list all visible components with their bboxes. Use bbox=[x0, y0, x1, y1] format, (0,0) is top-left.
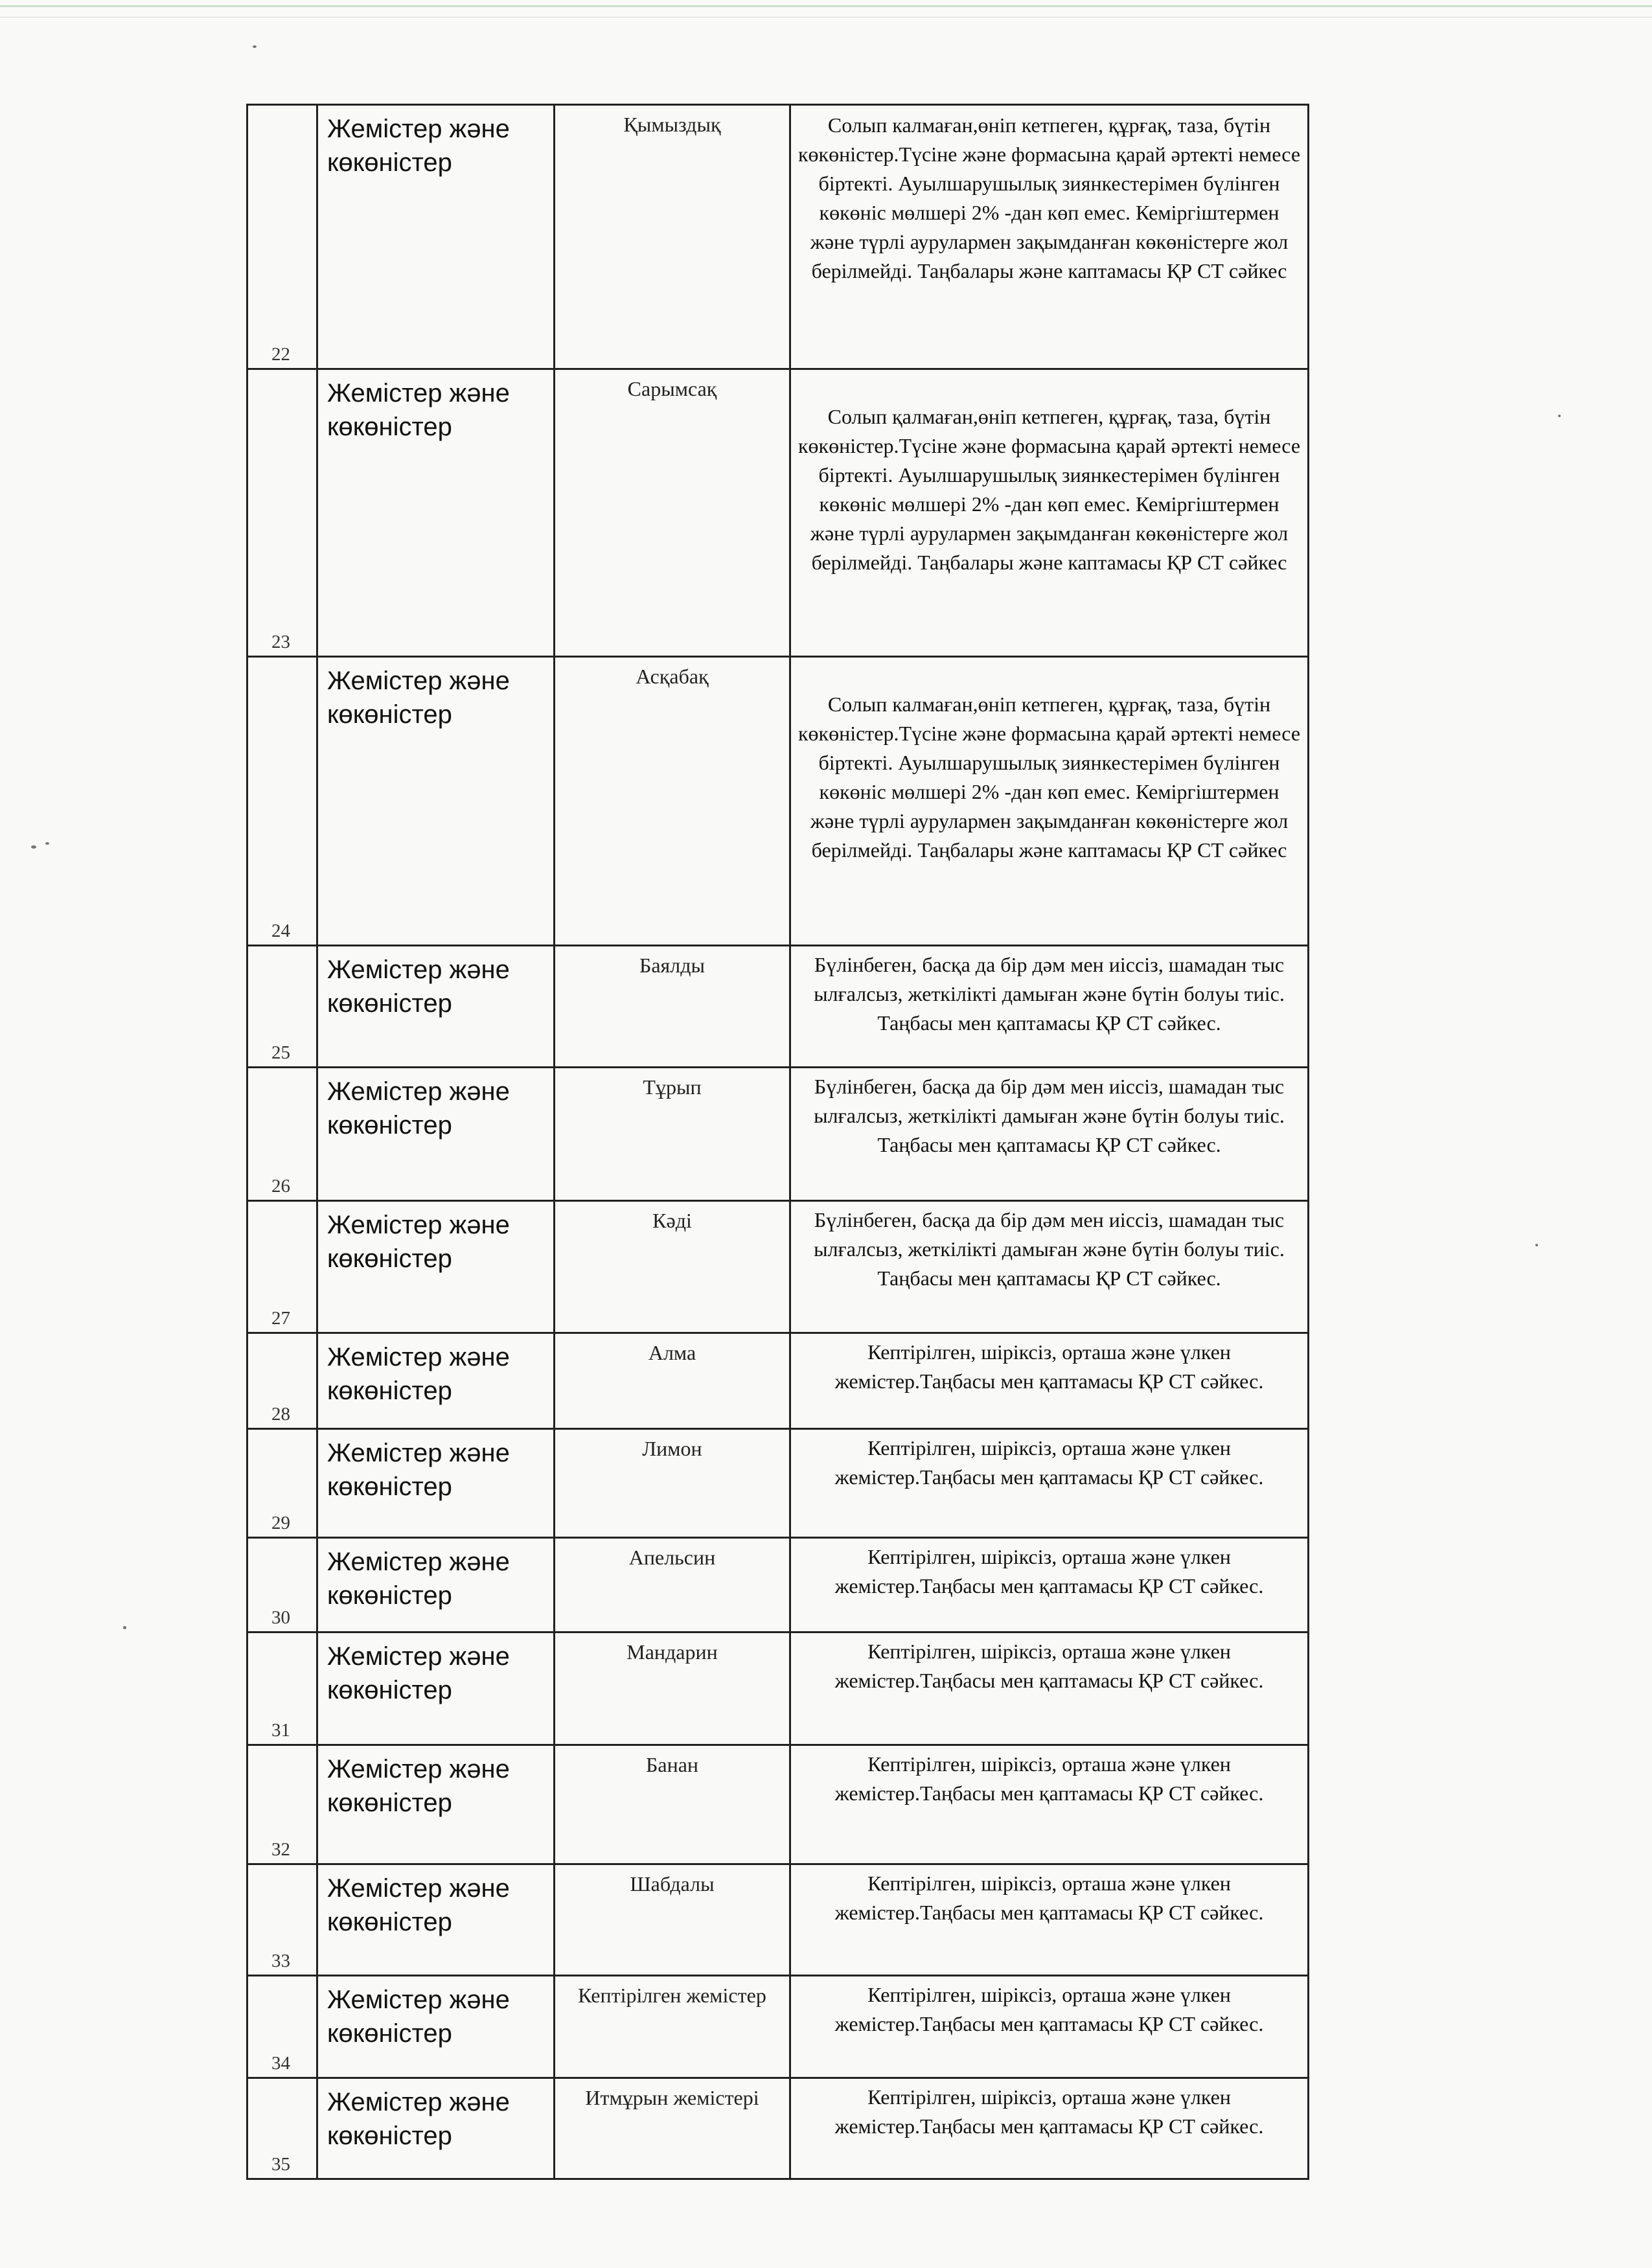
description-text: Солып қалмаған,өніп кетпеген, құрғақ, таза, бүтін көкөністер.Түсіне және формасына қарай әртекті немесе біртекті. Ауылшарушылық зиянкестерімен бүлінген көкөніс мөлшері 2% -дан көп емес. Кеміргіштермен және түрлі аурулармен зақымданған көкөністерге жол берілмейді. Таңбалары және каптамасы ҚР СТ сәйкес bbox=[797, 405, 1301, 574]
product-name: Қымыздық bbox=[623, 113, 721, 136]
description-cell bbox=[790, 1976, 1309, 2078]
table-row bbox=[247, 1538, 1309, 1632]
product-cell bbox=[555, 1632, 790, 1745]
category-cell bbox=[317, 105, 555, 369]
description-text: Бүлінбеген, басқа да бір дәм мен иіссіз, шамадан тыс ылғалсыз, жеткілікті дамыған және бүтін болуы тиіс. Таңбасы мен қаптамасы ҚР СТ сәйкес. bbox=[814, 953, 1285, 1035]
scan-speck bbox=[31, 845, 36, 849]
category-text: Жемістер және көкөністер bbox=[327, 667, 510, 729]
category-cell bbox=[317, 1864, 555, 1976]
category-text: Жемістер және көкөністер bbox=[327, 956, 510, 1018]
category-cell bbox=[317, 2078, 555, 2179]
product-name: Лимон bbox=[642, 1437, 702, 1460]
product-cell bbox=[555, 105, 790, 369]
product-cell bbox=[555, 1068, 790, 1201]
product-cell bbox=[555, 1538, 790, 1632]
scan-speck bbox=[253, 45, 257, 48]
description-text: Кептірілген, шіріксіз, орташа және үлкен жемістер.Таңбасы мен қаптамасы ҚР СТ сәйкес. bbox=[834, 1436, 1264, 1489]
product-cell bbox=[555, 1745, 790, 1864]
row-number: 26 bbox=[271, 1176, 290, 1197]
table-row bbox=[247, 1068, 1309, 1201]
row-number-cell bbox=[247, 946, 317, 1068]
table-row bbox=[247, 1745, 1309, 1864]
category-text: Жемістер және көкөністер bbox=[327, 1439, 510, 1501]
table-row bbox=[247, 1976, 1309, 2078]
table-row bbox=[247, 1429, 1309, 1538]
description-text: Солып калмаған,өніп кетпеген, құрғақ, таза, бүтін көкөністер.Түсіне және формасына қарай әртекті немесе біртекті. Ауылшарушылық зиянкестерімен бүлінген көкөніс мөлшері 2% -дан көп емес. Кеміргіштермен және түрлі аурулармен зақымданған көкөністерге жол берілмейді. Таңбалары және каптамасы ҚР СТ сәйкес bbox=[797, 693, 1301, 862]
description-cell bbox=[790, 2078, 1309, 2179]
table-row bbox=[247, 946, 1309, 1068]
product-name: Мандарин bbox=[626, 1640, 718, 1664]
description-text: Кептірілген, шіріксіз, орташа және үлкен жемістер.Таңбасы мен қаптамасы ҚР СТ сәйкес. bbox=[834, 2085, 1264, 2138]
row-number-cell bbox=[247, 657, 317, 946]
description-cell bbox=[790, 1538, 1309, 1632]
category-text: Жемістер және көкөністер bbox=[327, 115, 510, 177]
description-text: Солып калмаған,өніп кетпеген, құрғақ, таза, бүтін көкөністер.Түсіне және формасына қарай әртекті немесе біртекті. Ауылшарушылық зиянкестерімен бүлінген көкөніс мөлшері 2% -дан көп емес. Кеміргіштермен және түрлі аурулармен зақымданған көкөністерге жол берілмейді. Таңбалары және каптамасы ҚР СТ сәйкес bbox=[797, 113, 1301, 282]
description-cell bbox=[790, 1333, 1309, 1429]
product-cell bbox=[555, 946, 790, 1068]
row-number-cell bbox=[247, 2078, 317, 2179]
product-name: Сарымсақ bbox=[627, 377, 717, 400]
row-number-cell bbox=[247, 369, 317, 657]
category-text: Жемістер және көкөністер bbox=[327, 1211, 510, 1273]
category-cell bbox=[317, 1538, 555, 1632]
description-cell bbox=[790, 1864, 1309, 1976]
row-number-cell bbox=[247, 1429, 317, 1538]
category-cell bbox=[317, 1745, 555, 1864]
product-cell bbox=[555, 369, 790, 657]
description-cell bbox=[790, 105, 1309, 369]
category-cell bbox=[317, 369, 555, 657]
row-number-cell bbox=[247, 1333, 317, 1429]
category-cell bbox=[317, 1201, 555, 1333]
row-number-cell bbox=[247, 1068, 317, 1201]
table-row bbox=[247, 105, 1309, 369]
row-number: 29 bbox=[271, 1513, 290, 1533]
product-name: Апельсин bbox=[628, 1546, 716, 1569]
row-number: 33 bbox=[271, 1951, 290, 1971]
product-name: Баялды bbox=[639, 954, 706, 977]
category-text: Жемістер және көкөністер bbox=[327, 1874, 510, 1936]
product-name: Алма bbox=[648, 1341, 696, 1364]
description-cell bbox=[790, 657, 1309, 946]
product-name: Итмұрын жемістері bbox=[585, 2086, 759, 2109]
description-text: Кептірілген, шіріксіз, орташа және үлкен жемістер.Таңбасы мен қаптамасы ҚР СТ сәйкес. bbox=[834, 1872, 1264, 1924]
product-cell bbox=[555, 1976, 790, 2078]
row-number: 32 bbox=[271, 1839, 290, 1860]
description-text: Кептірілген, шіріксіз, орташа және үлкен жемістер.Таңбасы мен қаптамасы ҚР СТ сәйкес. bbox=[834, 1752, 1264, 1805]
product-cell bbox=[555, 2078, 790, 2179]
row-number: 23 bbox=[271, 632, 290, 652]
product-cell bbox=[555, 1333, 790, 1429]
product-name: Асқабақ bbox=[636, 665, 709, 688]
category-cell bbox=[317, 657, 555, 946]
row-number-cell bbox=[247, 1864, 317, 1976]
row-number: 25 bbox=[271, 1042, 290, 1063]
description-text: Кептірілген, шіріксіз, орташа және үлкен жемістер.Таңбасы мен қаптамасы ҚР СТ сәйкес. bbox=[834, 1545, 1264, 1598]
product-name: Банан bbox=[645, 1753, 699, 1776]
description-text: Кептірілген, шіріксіз, орташа және үлкен жемістер.Таңбасы мен қаптамасы ҚР СТ сәйкес. bbox=[834, 1640, 1264, 1692]
row-number-cell bbox=[247, 1745, 317, 1864]
scan-speck bbox=[45, 842, 49, 845]
row-number: 35 bbox=[271, 2154, 290, 2175]
category-text: Жемістер және көкөністер bbox=[327, 379, 510, 441]
category-text: Жемістер және көкөністер bbox=[327, 1548, 510, 1610]
product-name: Кәді bbox=[652, 1209, 692, 1232]
description-cell bbox=[790, 1429, 1309, 1538]
row-number-cell bbox=[247, 1538, 317, 1632]
row-number: 31 bbox=[271, 1720, 290, 1741]
row-number-cell bbox=[247, 1632, 317, 1745]
table-row bbox=[247, 2078, 1309, 2179]
description-cell bbox=[790, 369, 1309, 657]
category-text: Жемістер және көкөністер bbox=[327, 1343, 510, 1405]
table-row bbox=[247, 369, 1309, 657]
category-cell bbox=[317, 1632, 555, 1745]
table-row bbox=[247, 1632, 1309, 1745]
scan-top-rule bbox=[0, 5, 1652, 7]
description-cell bbox=[790, 1201, 1309, 1333]
product-name: Тұрып bbox=[643, 1075, 702, 1099]
description-cell bbox=[790, 1632, 1309, 1745]
scan-speck bbox=[1535, 1244, 1538, 1246]
row-number-cell bbox=[247, 105, 317, 369]
category-cell bbox=[317, 1068, 555, 1201]
description-cell bbox=[790, 946, 1309, 1068]
category-cell bbox=[317, 946, 555, 1068]
category-cell bbox=[317, 1976, 555, 2078]
products-table bbox=[246, 104, 1309, 2180]
category-cell bbox=[317, 1429, 555, 1538]
description-cell bbox=[790, 1068, 1309, 1201]
category-text: Жемістер және көкөністер bbox=[327, 1755, 510, 1817]
product-cell bbox=[555, 1864, 790, 1976]
scan-speck bbox=[123, 1626, 126, 1629]
table-row bbox=[247, 1201, 1309, 1333]
row-number-cell bbox=[247, 1976, 317, 2078]
row-number: 22 bbox=[271, 344, 290, 365]
description-text: Кептірілген, шіріксіз, орташа және үлкен жемістер.Таңбасы мен қаптамасы ҚР СТ сәйкес. bbox=[834, 1340, 1264, 1393]
scan-speck bbox=[1558, 415, 1561, 417]
row-number: 27 bbox=[271, 1308, 290, 1329]
product-cell bbox=[555, 1429, 790, 1538]
description-text: Бүлінбеген, басқа да бір дәм мен иіссіз, шамадан тыс ылғалсыз, жеткілікті дамыған және бүтін болуы тиіс. Таңбасы мен қаптамасы ҚР СТ сәйкес. bbox=[814, 1208, 1285, 1290]
row-number-cell bbox=[247, 1201, 317, 1333]
product-name: Шабдалы bbox=[630, 1872, 715, 1896]
description-cell bbox=[790, 1745, 1309, 1864]
table-row bbox=[247, 657, 1309, 946]
category-cell bbox=[317, 1333, 555, 1429]
row-number: 30 bbox=[271, 1607, 290, 1628]
description-text: Бүлінбеген, басқа да бір дәм мен иіссіз, шамадан тыс ылғалсыз, жеткілікті дамыған және бүтін болуы тиіс. Таңбасы мен қаптамасы ҚР СТ сәйкес. bbox=[814, 1075, 1285, 1156]
category-text: Жемістер және көкөністер bbox=[327, 1986, 510, 2048]
product-cell bbox=[555, 657, 790, 946]
table-row bbox=[247, 1333, 1309, 1429]
product-cell bbox=[555, 1201, 790, 1333]
category-text: Жемістер және көкөністер bbox=[327, 1642, 510, 1704]
row-number: 24 bbox=[271, 921, 290, 941]
row-number: 34 bbox=[271, 2053, 290, 2074]
product-name: Кептірілген жемістер bbox=[578, 1984, 766, 2007]
category-text: Жемістер және көкөністер bbox=[327, 1077, 510, 1140]
description-text: Кептірілген, шіріксіз, орташа және үлкен жемістер.Таңбасы мен қаптамасы ҚР СТ сәйкес. bbox=[834, 1983, 1264, 2035]
row-number: 28 bbox=[271, 1404, 290, 1425]
category-text: Жемістер және көкөністер bbox=[327, 2088, 510, 2150]
table-row bbox=[247, 1864, 1309, 1976]
